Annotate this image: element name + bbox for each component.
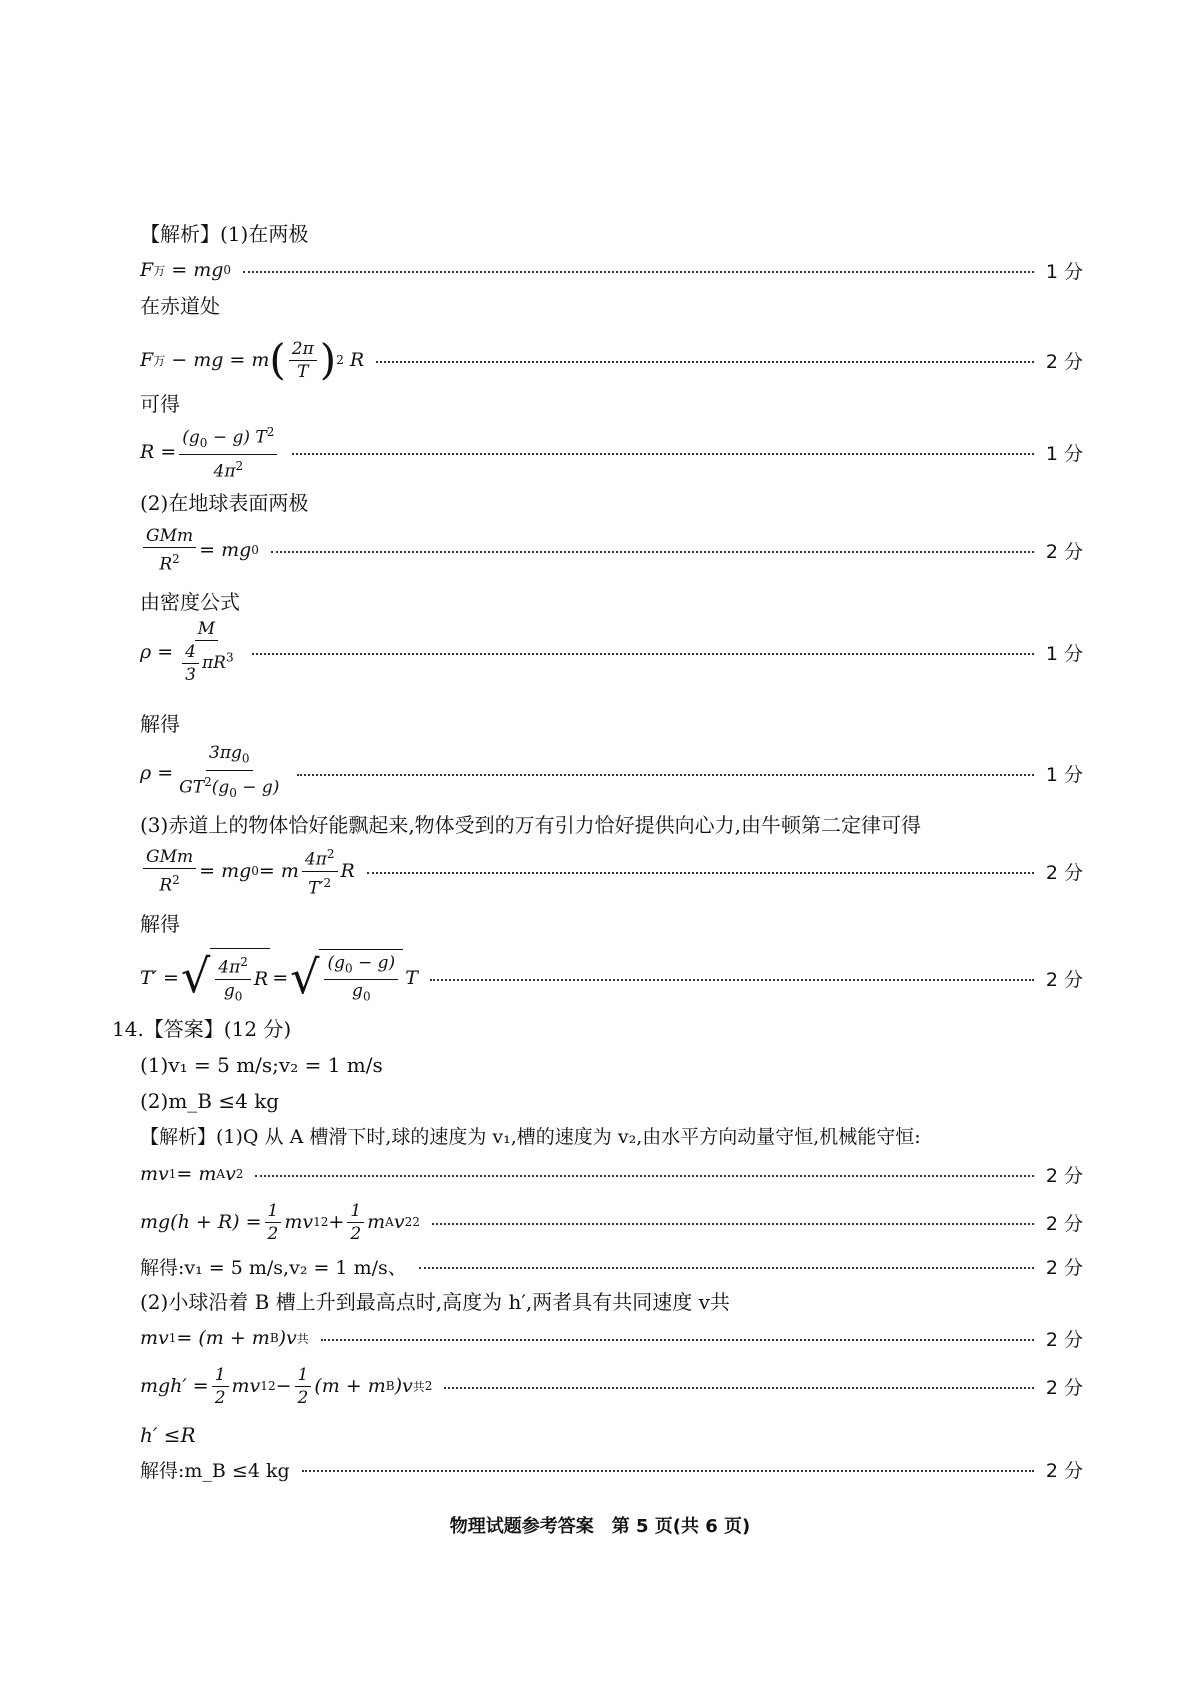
leader-dots (297, 774, 1033, 776)
score-label: 1 分 (1045, 763, 1083, 786)
formula-density-result: ρ = $\frac{3\pi g_0}{GT^2(g_0 - g)}$ (140, 743, 280, 800)
q14-constraint: h′ ≤R (140, 1423, 196, 1447)
score-label: 1 分 (1045, 642, 1083, 665)
formula-row-6 (140, 745, 1083, 801)
score-label: 1 分 (1045, 442, 1083, 465)
q14-analysis: 【解析】(1)Q 从 A 槽滑下时,球的速度为 v₁,槽的速度为 v₂,由水平方向动量守恒,机械能守恒: (140, 1126, 921, 1148)
formula-row-11 (140, 1250, 1083, 1282)
q14-part-2: (2)小球沿着 B 槽上升到最高点时,高度为 h′,两者具有共同速度 v共 (140, 1290, 730, 1314)
density-formula-intro: 由密度公式 (140, 590, 240, 614)
score-label: 2 分 (1045, 861, 1083, 884)
formula-density-def: ρ = M $\frac{4}{3}$ $\pi R^3$ (140, 619, 234, 685)
formula-energy: mg(h + R) = $\frac{1}{2}$ mv 1 2 + $\frac{1}{2}$ m A v 2 2 (140, 1200, 420, 1244)
formula-row-8 (140, 948, 1083, 1008)
score-label: 2 分 (1045, 1164, 1083, 1187)
formula-energy-b: mgh′ = $\frac{1}{2}$ mv 1 2 − $\frac{1}{2}$ (m + m B )v 共 2 (140, 1364, 433, 1408)
formula-row-13 (140, 1358, 1083, 1414)
solve-text-2: 解得 (140, 912, 180, 936)
formula-row-7 (140, 843, 1083, 899)
score-label: 2 分 (1045, 968, 1083, 991)
score-label: 2 分 (1045, 540, 1083, 563)
score-label: 1 分 (1045, 260, 1083, 283)
formula-period-result: T′ = √ $\frac{4\pi^2}{g_0}$ R = √ $\frac{(g_0 - g)}{g_0}$ T (140, 948, 418, 1007)
formula-common-velocity: mv 1 = (m + m B )v 共 (140, 1327, 309, 1349)
leader-dots (444, 1387, 1033, 1389)
solve-text-1: 解得 (140, 712, 180, 736)
formula-row-14 (140, 1453, 1083, 1485)
formula-float-condition: $\frac{\text{GMm}}{R^2}$ = mg 0 = m $\frac{4\pi^2}{T'^2}$ R (140, 843, 355, 899)
q14-final: 解得:m_B ≤4 kg (140, 1459, 290, 1482)
formula-gravity-surface: $\frac{\text{GMm}}{R^2}$ = mg 0 (140, 525, 259, 576)
q14-heading: 14.【答案】(12 分) (112, 1017, 292, 1041)
leader-dots (243, 271, 1034, 273)
score-label: 2 分 (1045, 1459, 1083, 1482)
formula-gravity-pole: F 万 = mg 0 (140, 259, 232, 281)
formula-equator-force: F 万 − mg = m ( $\frac{2\pi}{T}$ ) 2 R (140, 335, 365, 384)
score-label: 2 分 (1045, 1256, 1083, 1279)
leader-dots (430, 979, 1034, 981)
formula-radius: R = $\frac{(g_0 - g) T^2}{4\pi^2}$ (140, 421, 280, 483)
score-label: 2 分 (1045, 1328, 1083, 1351)
leader-dots (271, 551, 1034, 553)
page-footer: 物理试题参考答案 第 5 页(共 6 页) (449, 1516, 751, 1537)
equator-text: 在赤道处 (140, 294, 220, 318)
score-label: 2 分 (1045, 350, 1083, 373)
leader-dots (367, 872, 1034, 874)
part-3-heading: (3)赤道上的物体恰好能飘起来,物体受到的万有引力恰好提供向心力,由牛顿第二定律可得 (140, 813, 922, 837)
q14-answer-1: (1)v₁ = 5 m/s;v₂ = 1 m/s (140, 1053, 383, 1077)
score-label: 2 分 (1045, 1212, 1083, 1235)
leader-dots (302, 1470, 1034, 1472)
formula-row-10 (140, 1194, 1083, 1250)
formula-momentum: mv 1 = m A v 2 (140, 1163, 244, 1185)
formula-row-5 (140, 618, 1083, 686)
formula-row-4 (140, 522, 1083, 578)
formula-row-3 (140, 424, 1083, 480)
leader-dots (321, 1339, 1034, 1341)
leader-dots (255, 1175, 1033, 1177)
score-label: 2 分 (1045, 1376, 1083, 1399)
q14-answer-2: (2)m_B ≤4 kg (140, 1089, 280, 1113)
can-get-text: 可得 (140, 392, 180, 416)
analysis-1-heading: 【解析】(1)在两极 (140, 222, 309, 246)
part-2-heading: (2)在地球表面两极 (140, 491, 309, 515)
formula-row-12 (140, 1322, 1083, 1354)
leader-dots (432, 1223, 1034, 1225)
leader-dots (419, 1267, 1034, 1269)
q14-solve-result: 解得:v₁ = 5 m/s,v₂ = 1 m/s、 (140, 1256, 407, 1279)
formula-row-9 (140, 1158, 1083, 1190)
formula-row-2 (140, 332, 1083, 388)
leader-dots (376, 361, 1034, 363)
formula-row-1 (140, 255, 1083, 285)
leader-dots (252, 653, 1034, 655)
leader-dots (292, 453, 1033, 455)
